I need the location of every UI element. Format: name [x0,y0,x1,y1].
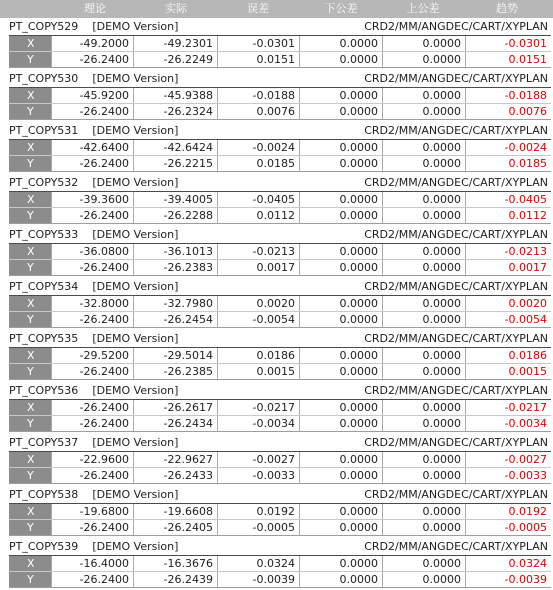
coordinate-system-label: CRD2/MM/ANGDEC/CART/XYPLAN [364,124,548,137]
axis-label: Y [9,52,52,67]
lower-tolerance-value: 0.0000 [300,156,383,171]
point-table [9,295,551,328]
error-value: 0.0151 [218,52,300,67]
theory-value: -16.4000 [52,556,134,571]
point-title[interactable] [9,226,178,243]
demo-version-label: [DEMO Version] [92,228,179,241]
table-row[interactable] [9,52,551,68]
axis-label: Y [9,468,52,483]
theory-value: -26.2400 [52,208,134,223]
trend-value: 0.0151 [508,53,547,66]
trend-value: 0.0185 [508,157,547,170]
upper-tolerance-value: 0.0000 [383,208,466,223]
demo-version-label: [DEMO Version] [92,436,179,449]
trend-value: -0.0188 [504,89,547,102]
point-title[interactable] [9,382,178,399]
lower-tolerance-value: 0.0000 [300,416,383,431]
error-value: 0.0185 [218,156,300,171]
table-row[interactable] [9,88,551,104]
point-title[interactable] [9,538,178,555]
trend-value: 0.0076 [508,105,547,118]
coordinate-system-label: CRD2/MM/ANGDEC/CART/XYPLAN [364,384,548,397]
upper-tolerance-value: 0.0000 [383,520,466,535]
theory-value: -26.2400 [52,104,134,119]
point-block [0,226,553,278]
demo-version-label: [DEMO Version] [92,384,179,397]
lower-tolerance-value: 0.0000 [300,36,383,51]
error-value: -0.0405 [218,192,300,207]
error-value: 0.0017 [218,260,300,275]
trend-value: -0.0213 [504,245,547,258]
point-title[interactable] [9,122,178,139]
lower-tolerance-value: 0.0000 [300,452,383,467]
point-title[interactable] [9,18,178,35]
point-name: PT_COPY538 [9,488,79,501]
lower-tolerance-value: 0.0000 [300,140,383,155]
point-title[interactable] [9,486,178,503]
axis-label: X [9,140,52,155]
lower-tolerance-value: 0.0000 [300,260,383,275]
error-value: 0.0324 [218,556,300,571]
point-title[interactable] [9,330,178,347]
upper-tolerance-value: 0.0000 [383,52,466,67]
actual-value: -26.2433 [134,468,218,483]
coordinate-system-label: CRD2/MM/ANGDEC/CART/XYPLAN [364,228,548,241]
upper-tolerance-value: 0.0000 [383,416,466,431]
error-value: 0.0020 [218,296,300,311]
demo-version-label: [DEMO Version] [92,124,179,137]
table-row[interactable] [9,400,551,416]
error-value: -0.0033 [218,468,300,483]
table-row[interactable] [9,36,551,52]
point-table [9,191,551,224]
error-value: 0.0076 [218,104,300,119]
table-row[interactable] [9,452,551,468]
point-title[interactable] [9,434,178,451]
point-block [0,538,553,590]
axis-label: Y [9,364,52,379]
point-name: PT_COPY529 [9,20,79,33]
trend-value: 0.0015 [508,365,547,378]
upper-tolerance-value: 0.0000 [383,140,466,155]
coordinate-system-label: CRD2/MM/ANGDEC/CART/XYPLAN [364,280,548,293]
lower-tolerance-value: 0.0000 [300,364,383,379]
point-table [9,399,551,432]
axis-label: Y [9,208,52,223]
coordinate-system-label: CRD2/MM/ANGDEC/CART/XYPLAN [364,436,548,449]
table-row[interactable] [9,520,551,536]
theory-value: -26.2400 [52,400,134,415]
actual-value: -32.7980 [134,296,218,311]
demo-version-label: [DEMO Version] [92,72,179,85]
table-row[interactable] [9,572,551,588]
table-row[interactable] [9,296,551,312]
error-value: -0.0213 [218,244,300,259]
actual-value: -29.5014 [134,348,218,363]
point-table [9,555,551,588]
upper-tolerance-value: 0.0000 [383,348,466,363]
actual-value: -26.2405 [134,520,218,535]
theory-value: -26.2400 [52,416,134,431]
coordinate-system-label: CRD2/MM/ANGDEC/CART/XYPLAN [364,176,548,189]
table-row[interactable] [9,364,551,380]
actual-value: -22.9627 [134,452,218,467]
axis-label: Y [9,520,52,535]
trend-value: -0.0217 [504,401,547,414]
theory-value: -19.6800 [52,504,134,519]
table-row[interactable] [9,348,551,364]
point-block [0,382,553,434]
table-row[interactable] [9,244,551,260]
actual-value: -19.6608 [134,504,218,519]
axis-label: X [9,296,52,311]
upper-tolerance-value: 0.0000 [383,504,466,519]
actual-value: -26.2439 [134,572,218,587]
table-row[interactable] [9,312,551,328]
point-block [0,434,553,486]
error-value: -0.0034 [218,416,300,431]
trend-value: 0.0017 [508,261,547,274]
point-block [0,70,553,122]
axis-label: X [9,504,52,519]
axis-label: X [9,400,52,415]
error-value: -0.0027 [218,452,300,467]
point-name: PT_COPY534 [9,280,79,293]
trend-value: -0.0024 [504,141,547,154]
table-row[interactable] [9,192,551,208]
actual-value: -26.2249 [134,52,218,67]
lower-tolerance-value: 0.0000 [300,244,383,259]
lower-tolerance-value: 0.0000 [300,348,383,363]
table-row[interactable] [9,468,551,484]
axis-label: Y [9,416,52,431]
axis-label: X [9,88,52,103]
actual-value: -26.2324 [134,104,218,119]
table-row[interactable] [9,416,551,432]
point-title[interactable] [9,278,178,295]
actual-value: -42.6424 [134,140,218,155]
axis-label: X [9,348,52,363]
error-value: 0.0186 [218,348,300,363]
actual-value: -26.2215 [134,156,218,171]
actual-value: -26.2617 [134,400,218,415]
point-name: PT_COPY535 [9,332,79,345]
point-title[interactable] [9,174,178,191]
theory-value: -32.8000 [52,296,134,311]
upper-tolerance-value: 0.0000 [383,452,466,467]
theory-value: -26.2400 [52,364,134,379]
point-title[interactable] [9,70,178,87]
axis-label: X [9,36,52,51]
lower-tolerance-value: 0.0000 [300,52,383,67]
actual-value: -49.2301 [134,36,218,51]
header-actual[interactable]: 实际 [165,2,187,15]
point-table [9,243,551,276]
point-block [0,174,553,226]
actual-value: -26.2454 [134,312,218,327]
error-value: 0.0192 [218,504,300,519]
upper-tolerance-value: 0.0000 [383,104,466,119]
point-name: PT_COPY539 [9,540,79,553]
point-block [0,122,553,174]
upper-tolerance-value: 0.0000 [383,156,466,171]
demo-version-label: [DEMO Version] [92,540,179,553]
theory-value: -29.5200 [52,348,134,363]
axis-label: Y [9,156,52,171]
trend-value: -0.0054 [504,313,547,326]
table-row[interactable] [9,104,551,120]
upper-tolerance-value: 0.0000 [383,400,466,415]
point-block [0,330,553,382]
theory-value: -26.2400 [52,52,134,67]
lower-tolerance-value: 0.0000 [300,104,383,119]
point-name: PT_COPY536 [9,384,79,397]
table-row[interactable] [9,156,551,172]
theory-value: -42.6400 [52,140,134,155]
demo-version-label: [DEMO Version] [92,176,179,189]
lower-tolerance-value: 0.0000 [300,504,383,519]
demo-version-label: [DEMO Version] [92,332,179,345]
trend-value: 0.0192 [508,505,547,518]
table-row[interactable] [9,504,551,520]
trend-value: -0.0039 [504,573,547,586]
trend-value: 0.0112 [508,209,547,222]
lower-tolerance-value: 0.0000 [300,520,383,535]
point-table [9,347,551,380]
theory-value: -49.2000 [52,36,134,51]
coordinate-system-label: CRD2/MM/ANGDEC/CART/XYPLAN [364,488,548,501]
axis-label: Y [9,572,52,587]
theory-value: -26.2400 [52,468,134,483]
point-table [9,451,551,484]
actual-value: -26.2288 [134,208,218,223]
point-block [0,18,553,70]
lower-tolerance-value: 0.0000 [300,556,383,571]
point-table [9,503,551,536]
error-value: -0.0039 [218,572,300,587]
upper-tolerance-value: 0.0000 [383,244,466,259]
error-value: 0.0112 [218,208,300,223]
actual-value: -39.4005 [134,192,218,207]
point-table [9,35,551,68]
theory-value: -36.0800 [52,244,134,259]
actual-value: -36.1013 [134,244,218,259]
error-value: -0.0188 [218,88,300,103]
lower-tolerance-value: 0.0000 [300,296,383,311]
header-upper-tolerance[interactable]: 上公差 [406,2,440,15]
header-trend[interactable]: 趋势 [496,2,518,15]
trend-value: -0.0034 [504,417,547,430]
lower-tolerance-value: 0.0000 [300,88,383,103]
axis-label: Y [9,312,52,327]
error-value: -0.0217 [218,400,300,415]
error-value: -0.0301 [218,36,300,51]
trend-value: -0.0005 [504,521,547,534]
lower-tolerance-value: 0.0000 [300,572,383,587]
theory-value: -26.2400 [52,520,134,535]
axis-label: X [9,452,52,467]
point-name: PT_COPY533 [9,228,79,241]
actual-value: -26.2434 [134,416,218,431]
axis-label: X [9,244,52,259]
point-name: PT_COPY530 [9,72,79,85]
actual-value: -45.9388 [134,88,218,103]
point-name: PT_COPY537 [9,436,79,449]
theory-value: -26.2400 [52,572,134,587]
demo-version-label: [DEMO Version] [92,280,179,293]
axis-label: X [9,556,52,571]
table-row[interactable] [9,556,551,572]
lower-tolerance-value: 0.0000 [300,208,383,223]
lower-tolerance-value: 0.0000 [300,400,383,415]
error-value: 0.0015 [218,364,300,379]
theory-value: -26.2400 [52,312,134,327]
point-block [0,278,553,330]
trend-value: 0.0324 [508,557,547,570]
actual-value: -26.2385 [134,364,218,379]
actual-value: -26.2383 [134,260,218,275]
point-block [0,486,553,538]
trend-value: 0.0020 [508,297,547,310]
theory-value: -39.3600 [52,192,134,207]
point-table [9,139,551,172]
upper-tolerance-value: 0.0000 [383,556,466,571]
coordinate-system-label: CRD2/MM/ANGDEC/CART/XYPLAN [364,332,548,345]
report-body [0,18,553,590]
coordinate-system-label: CRD2/MM/ANGDEC/CART/XYPLAN [364,72,548,85]
demo-version-label: [DEMO Version] [92,20,179,33]
trend-value: -0.0033 [504,469,547,482]
upper-tolerance-value: 0.0000 [383,296,466,311]
upper-tolerance-value: 0.0000 [383,364,466,379]
theory-value: -45.9200 [52,88,134,103]
upper-tolerance-value: 0.0000 [383,468,466,483]
upper-tolerance-value: 0.0000 [383,88,466,103]
header-theory[interactable]: 理论 [84,2,106,15]
axis-label: Y [9,260,52,275]
coordinate-system-label: CRD2/MM/ANGDEC/CART/XYPLAN [364,540,548,553]
point-name: PT_COPY532 [9,176,79,189]
lower-tolerance-value: 0.0000 [300,192,383,207]
trend-value: -0.0301 [504,37,547,50]
upper-tolerance-value: 0.0000 [383,572,466,587]
column-header [0,0,553,18]
axis-label: X [9,192,52,207]
trend-value: -0.0027 [504,453,547,466]
theory-value: -26.2400 [52,260,134,275]
theory-value: -26.2400 [52,156,134,171]
upper-tolerance-value: 0.0000 [383,312,466,327]
point-name: PT_COPY531 [9,124,79,137]
upper-tolerance-value: 0.0000 [383,260,466,275]
header-error[interactable]: 误差 [247,2,269,15]
error-value: -0.0005 [218,520,300,535]
table-row[interactable] [9,260,551,276]
lower-tolerance-value: 0.0000 [300,468,383,483]
error-value: -0.0054 [218,312,300,327]
header-lower-tolerance[interactable]: 下公差 [324,2,358,15]
coordinate-system-label: CRD2/MM/ANGDEC/CART/XYPLAN [364,20,548,33]
theory-value: -22.9600 [52,452,134,467]
trend-value: 0.0186 [508,349,547,362]
axis-label: Y [9,104,52,119]
point-table [9,87,551,120]
trend-value: -0.0405 [504,193,547,206]
upper-tolerance-value: 0.0000 [383,36,466,51]
error-value: -0.0024 [218,140,300,155]
table-row[interactable] [9,208,551,224]
upper-tolerance-value: 0.0000 [383,192,466,207]
lower-tolerance-value: 0.0000 [300,312,383,327]
actual-value: -16.3676 [134,556,218,571]
table-row[interactable] [9,140,551,156]
demo-version-label: [DEMO Version] [92,488,179,501]
